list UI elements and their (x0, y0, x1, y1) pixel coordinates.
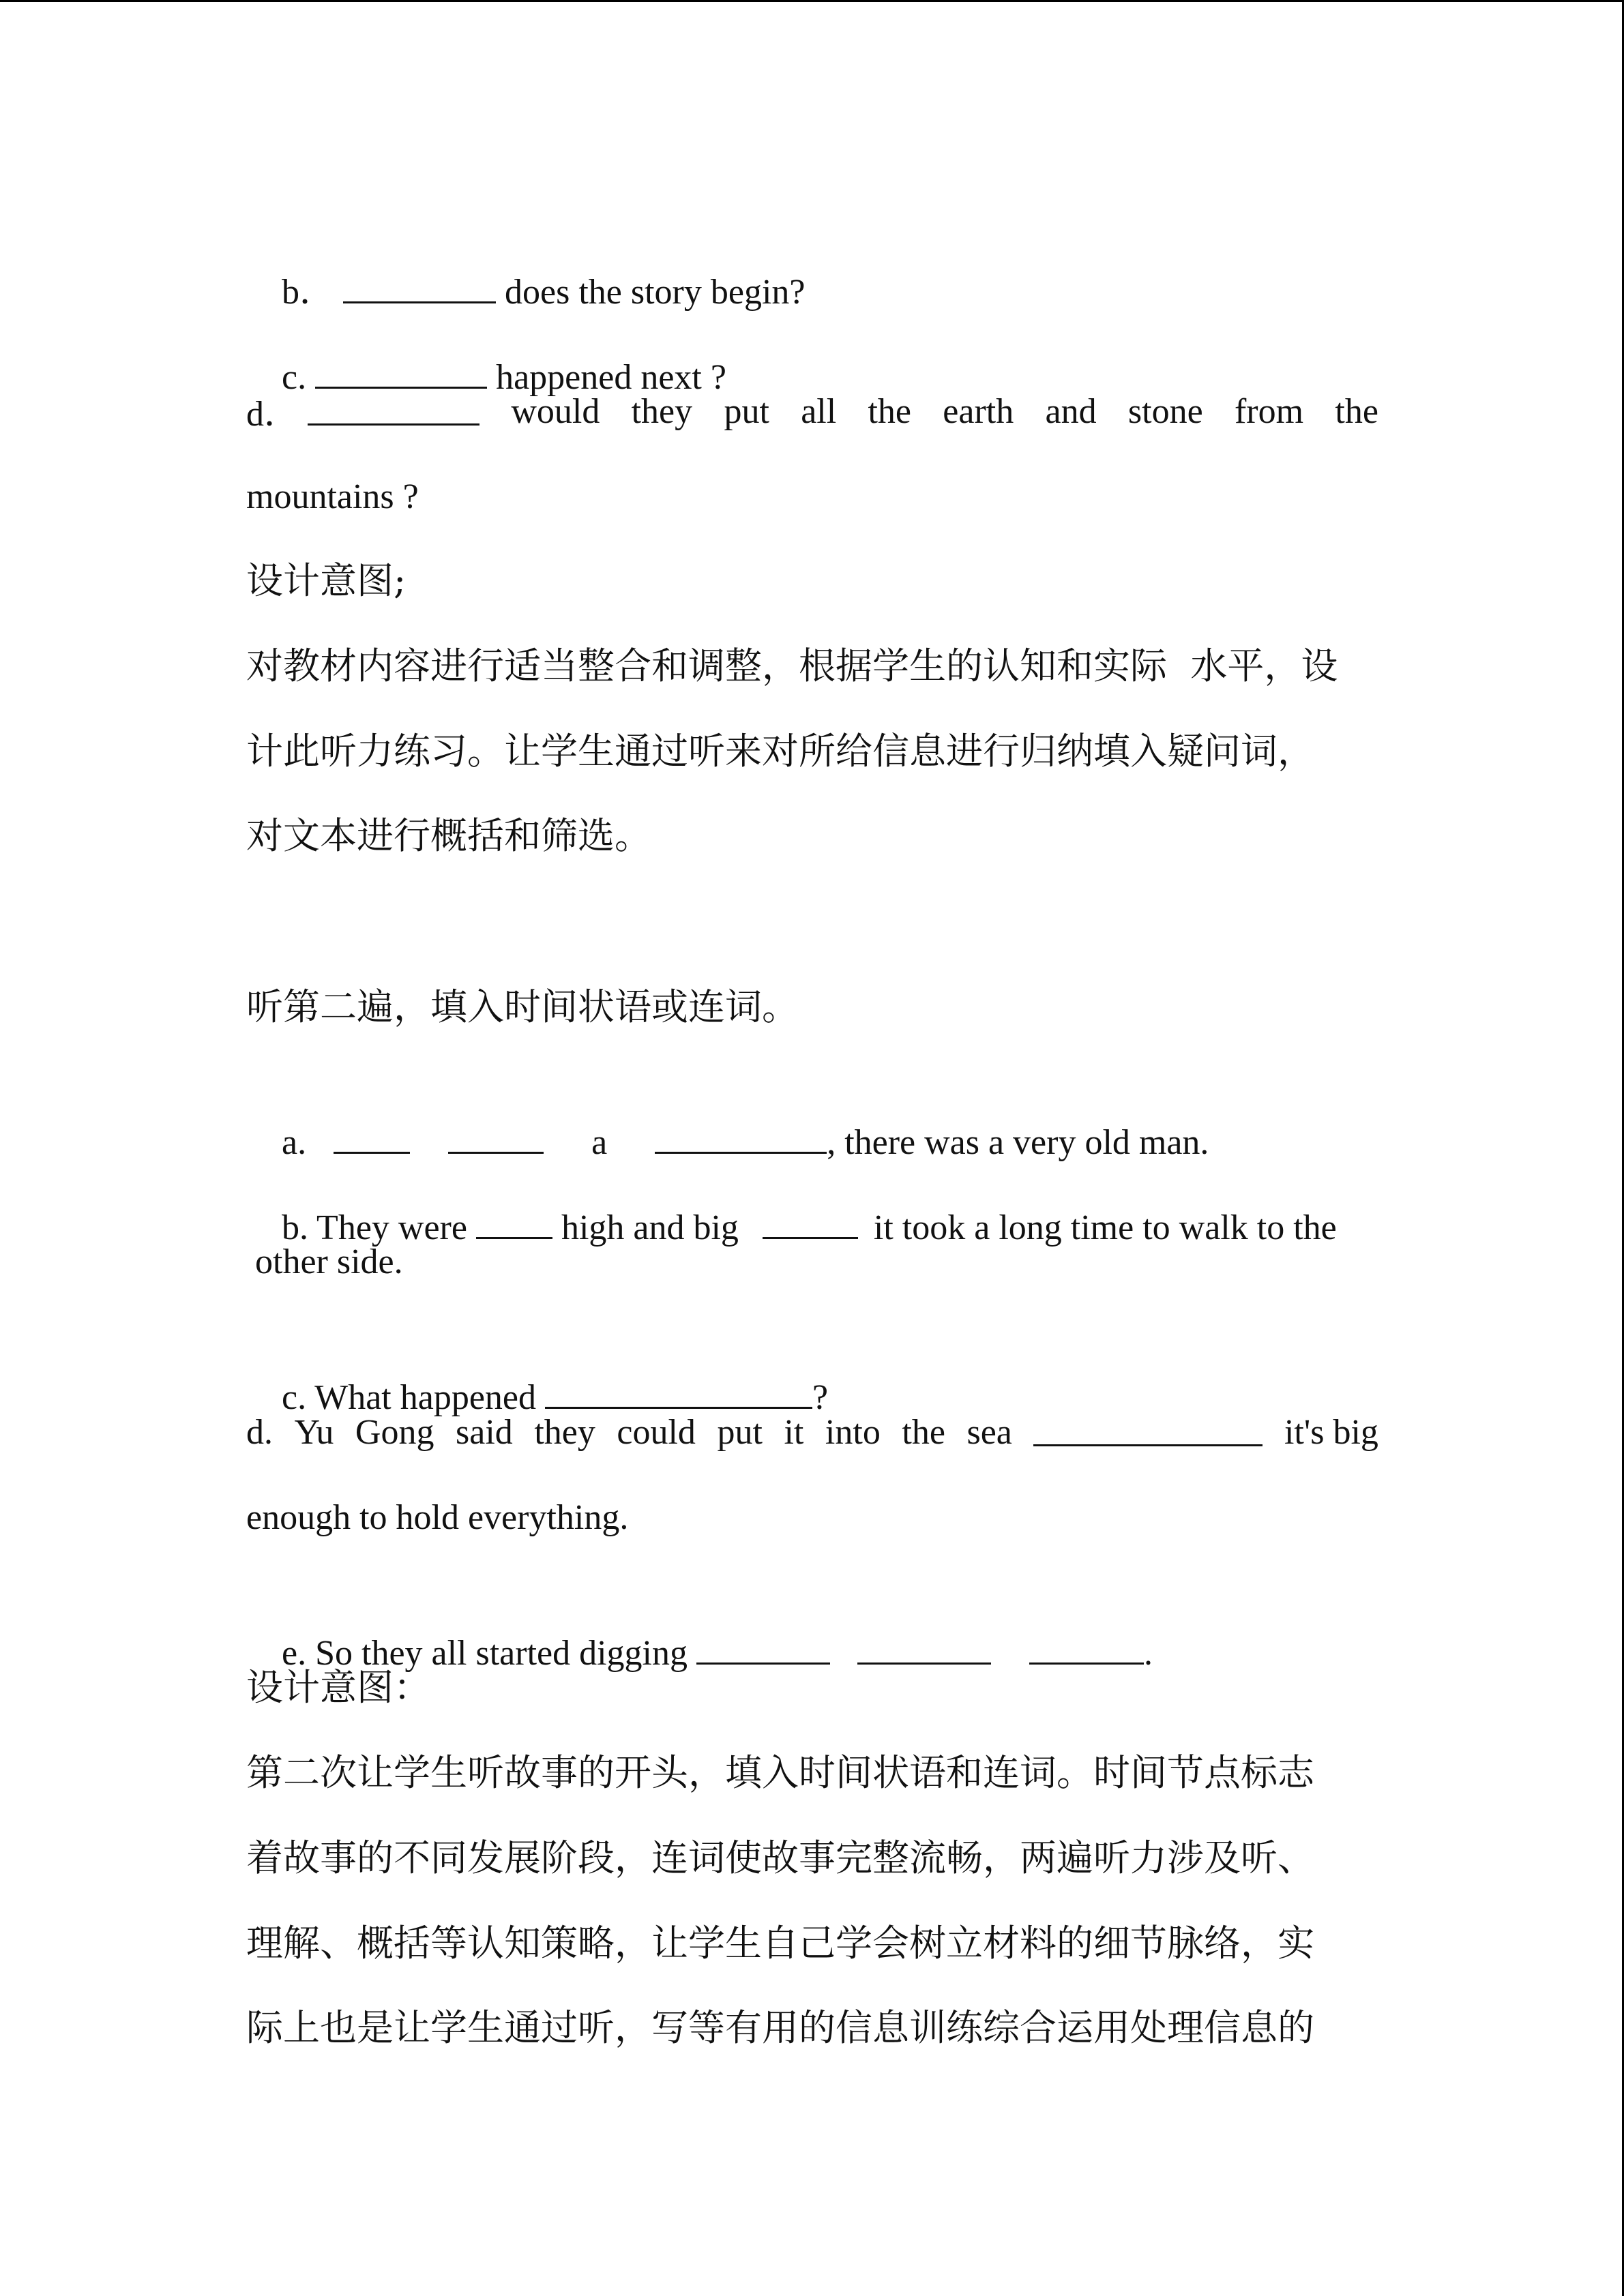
question-b2-continued: other side. (246, 1242, 403, 1281)
listening-instruction: 听第二遍，填入时间状语或连词。 (246, 985, 799, 1028)
answer-blank[interactable] (448, 1116, 544, 1154)
answer-blank[interactable] (334, 1116, 410, 1154)
intent-text-line: 对教材内容进行适当整合和调整，根据学生的认知和实际 水平，设 (246, 644, 1338, 687)
question-a: a. a , there was a very old man. (246, 1069, 1209, 1116)
answer-blank[interactable] (655, 1116, 827, 1154)
intent-text-line: 对文本进行概括和筛选。 (246, 814, 651, 857)
answer-blank[interactable] (315, 351, 487, 389)
intent-text-line: 理解、概括等认知策略，让学生自己学会树立材料的细节脉络，实 (246, 1922, 1314, 1965)
answer-blank[interactable] (763, 1202, 858, 1239)
question-d-continued: mountains ? (246, 477, 419, 516)
question-c: c. happened next ? (246, 303, 726, 351)
question-b2: b. They were high and big it took a long time to walk to the (246, 1154, 1337, 1202)
intent-text-line: 计此听力练习。让学生通过听来对所给信息进行归纳填入疑问词， (246, 730, 1314, 773)
answer-blank[interactable] (545, 1371, 812, 1409)
answer-blank[interactable] (696, 1627, 830, 1665)
question-e: e. So they all started digging . (246, 1579, 1153, 1627)
question-d2: d. Yu Gong said they could put it into the sea it's big (246, 1409, 1378, 1457)
answer-blank[interactable] (343, 266, 496, 303)
intent-heading: 设计意图; (246, 559, 407, 602)
answer-blank[interactable] (857, 1627, 991, 1665)
intent-text-line: 际上也是让学生通过听，写等有用的信息训练综合运用处理信息的 (246, 2006, 1314, 2049)
answer-blank[interactable] (1033, 1409, 1263, 1446)
intent-text-line: 第二次让学生听故事的开头，填入时间状语和连词。时间节点标志 (246, 1751, 1314, 1794)
question-d2-continued: enough to hold everything. (246, 1498, 629, 1537)
intent-text-line: 着故事的不同发展阶段，连词使故事完整流畅，两遍听力涉及听、 (246, 1836, 1314, 1879)
answer-blank[interactable] (1029, 1627, 1144, 1665)
question-d: d． would they put all the earth and stone from the (246, 388, 1378, 436)
answer-blank[interactable] (476, 1202, 552, 1239)
question-b: b． does the story begin? (246, 218, 805, 266)
answer-blank[interactable] (308, 388, 479, 426)
question-c2: c. What happened ? (246, 1324, 828, 1371)
intent-heading-2: 设计意图： (246, 1666, 430, 1709)
